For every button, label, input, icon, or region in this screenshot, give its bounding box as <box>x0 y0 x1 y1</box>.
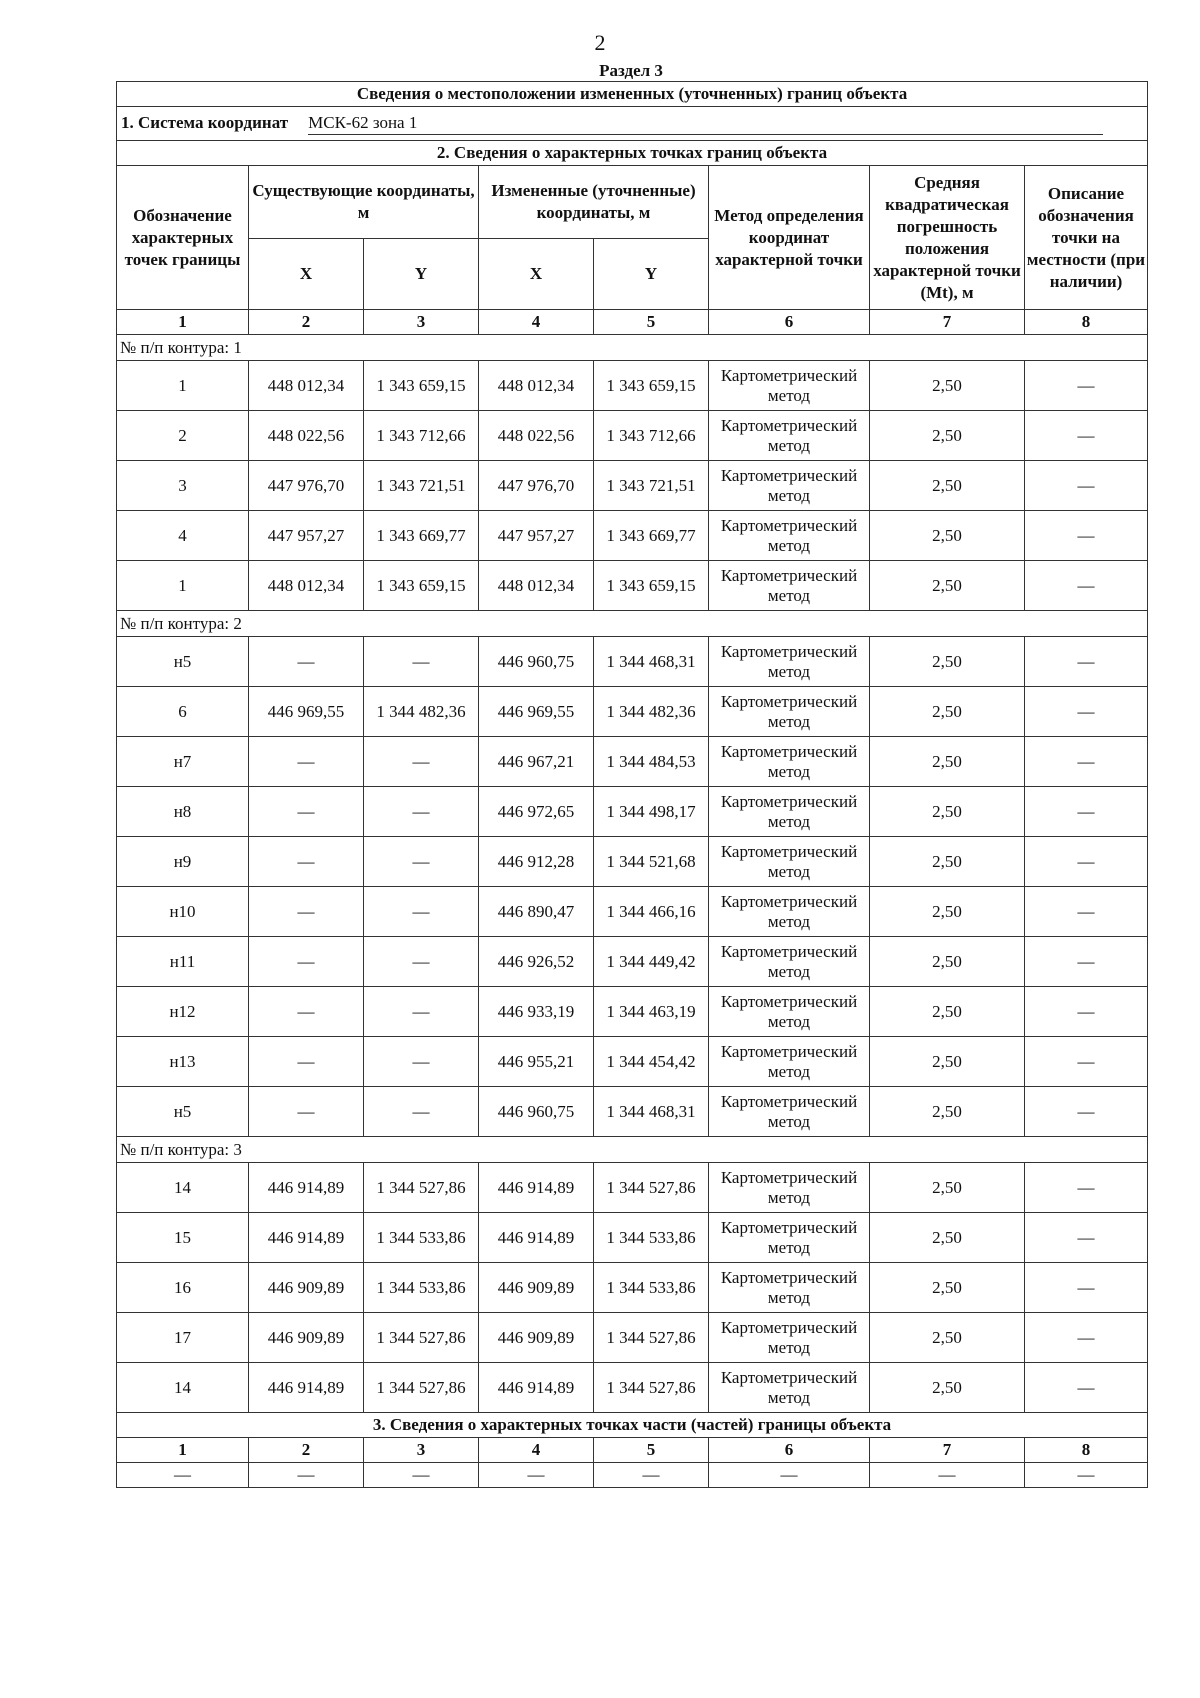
changed-x: 446 926,52 <box>479 937 594 987</box>
description: — <box>1025 411 1148 461</box>
mean-error: 2,50 <box>870 561 1025 611</box>
point-number: 14 <box>117 1363 249 1413</box>
point-number: 14 <box>117 1163 249 1213</box>
existing-y: — <box>364 987 479 1037</box>
changed-x: 448 022,56 <box>479 411 594 461</box>
changed-x: 446 960,75 <box>479 1087 594 1137</box>
existing-x: — <box>249 637 364 687</box>
point-number: н7 <box>117 737 249 787</box>
method: Картометрический метод <box>709 1363 870 1413</box>
method: Картометрический метод <box>709 461 870 511</box>
empty-cell: — <box>1025 1463 1148 1488</box>
column-number: 4 <box>479 310 594 335</box>
column-number: 3 <box>364 310 479 335</box>
changed-x: 446 912,28 <box>479 837 594 887</box>
description: — <box>1025 361 1148 411</box>
description: — <box>1025 837 1148 887</box>
existing-y: — <box>364 837 479 887</box>
changed-y: 1 344 454,42 <box>594 1037 709 1087</box>
contour-label: № п/п контура: 3 <box>117 1137 1148 1163</box>
contour-label: № п/п контура: 1 <box>117 335 1148 361</box>
existing-x: — <box>249 1087 364 1137</box>
header-existing-coords: Существующие координаты, м <box>249 166 479 239</box>
changed-y: 1 344 468,31 <box>594 637 709 687</box>
header-point-designation: Обозначение характерных точек границы <box>117 166 249 310</box>
existing-x: 448 012,34 <box>249 561 364 611</box>
changed-y: 1 343 669,77 <box>594 511 709 561</box>
table-row <box>117 887 1148 937</box>
column-number: 7 <box>870 1438 1025 1463</box>
existing-x: 446 909,89 <box>249 1313 364 1363</box>
mean-error: 2,50 <box>870 1163 1025 1213</box>
existing-x: 447 957,27 <box>249 511 364 561</box>
mean-error: 2,50 <box>870 787 1025 837</box>
method: Картометрический метод <box>709 687 870 737</box>
table-row <box>117 987 1148 1037</box>
changed-x: 447 976,70 <box>479 461 594 511</box>
point-number: 6 <box>117 687 249 737</box>
changed-x: 448 012,34 <box>479 561 594 611</box>
changed-y: 1 344 521,68 <box>594 837 709 887</box>
point-number: н11 <box>117 937 249 987</box>
point-number: 4 <box>117 511 249 561</box>
method: Картометрический метод <box>709 1163 870 1213</box>
changed-x: 446 914,89 <box>479 1363 594 1413</box>
changed-y: 1 344 482,36 <box>594 687 709 737</box>
empty-cell: — <box>117 1463 249 1488</box>
subsection-3-title: 3. Сведения о характерных точках части (частей) границы объекта <box>117 1413 1148 1438</box>
header-changed-y: Y <box>594 239 709 310</box>
table-row <box>117 1087 1148 1137</box>
existing-y: 1 343 669,77 <box>364 511 479 561</box>
changed-y: 1 344 449,42 <box>594 937 709 987</box>
boundary-points-table <box>116 81 1148 1488</box>
changed-x: 448 012,34 <box>479 361 594 411</box>
method: Картометрический метод <box>709 887 870 937</box>
description: — <box>1025 511 1148 561</box>
contour-label: № п/п контура: 2 <box>117 611 1148 637</box>
method: Картометрический метод <box>709 1087 870 1137</box>
mean-error: 2,50 <box>870 461 1025 511</box>
mean-error: 2,50 <box>870 1363 1025 1413</box>
description: — <box>1025 637 1148 687</box>
column-number: 8 <box>1025 310 1148 335</box>
column-number: 8 <box>1025 1438 1148 1463</box>
existing-x: 446 914,89 <box>249 1213 364 1263</box>
existing-y: 1 344 533,86 <box>364 1213 479 1263</box>
point-number: 17 <box>117 1313 249 1363</box>
column-number: 3 <box>364 1438 479 1463</box>
table-row <box>117 637 1148 687</box>
existing-y: 1 343 659,15 <box>364 561 479 611</box>
existing-y: 1 344 482,36 <box>364 687 479 737</box>
column-number: 6 <box>709 1438 870 1463</box>
mean-error: 2,50 <box>870 687 1025 737</box>
method: Картометрический метод <box>709 637 870 687</box>
mean-error: 2,50 <box>870 1087 1025 1137</box>
existing-y: 1 343 659,15 <box>364 361 479 411</box>
changed-x: 446 909,89 <box>479 1313 594 1363</box>
existing-x: — <box>249 787 364 837</box>
method: Картометрический метод <box>709 511 870 561</box>
changed-x: 446 933,19 <box>479 987 594 1037</box>
changed-y: 1 344 527,86 <box>594 1163 709 1213</box>
existing-x: 448 022,56 <box>249 411 364 461</box>
description: — <box>1025 787 1148 837</box>
column-number: 5 <box>594 1438 709 1463</box>
existing-y: — <box>364 937 479 987</box>
mean-error: 2,50 <box>870 737 1025 787</box>
point-number: 3 <box>117 461 249 511</box>
method: Картометрический метод <box>709 737 870 787</box>
mean-error: 2,50 <box>870 637 1025 687</box>
table-row <box>117 737 1148 787</box>
description: — <box>1025 1087 1148 1137</box>
table-row <box>117 361 1148 411</box>
empty-cell: — <box>709 1463 870 1488</box>
mean-error: 2,50 <box>870 1213 1025 1263</box>
method: Картометрический метод <box>709 937 870 987</box>
point-number: н5 <box>117 637 249 687</box>
existing-x: 446 909,89 <box>249 1263 364 1313</box>
existing-y: — <box>364 737 479 787</box>
empty-cell: — <box>364 1463 479 1488</box>
existing-y: 1 343 721,51 <box>364 461 479 511</box>
coordinate-system-value: МСК-62 зона 1 <box>308 113 1103 135</box>
table-row <box>117 937 1148 987</box>
description: — <box>1025 987 1148 1037</box>
empty-cell: — <box>249 1463 364 1488</box>
changed-x: 446 890,47 <box>479 887 594 937</box>
changed-y: 1 344 527,86 <box>594 1363 709 1413</box>
section-title: Раздел 3 <box>599 61 663 80</box>
mean-error: 2,50 <box>870 361 1025 411</box>
method: Картометрический метод <box>709 1313 870 1363</box>
empty-cell: — <box>870 1463 1025 1488</box>
mean-error: 2,50 <box>870 887 1025 937</box>
changed-x: 446 967,21 <box>479 737 594 787</box>
table-row <box>117 1263 1148 1313</box>
existing-x: 447 976,70 <box>249 461 364 511</box>
description: — <box>1025 1037 1148 1087</box>
header-existing-y: Y <box>364 239 479 310</box>
existing-y: — <box>364 637 479 687</box>
point-number: н13 <box>117 1037 249 1087</box>
method: Картометрический метод <box>709 1037 870 1087</box>
changed-x: 446 914,89 <box>479 1163 594 1213</box>
mean-error: 2,50 <box>870 1313 1025 1363</box>
coordinate-system-row <box>117 107 1148 141</box>
method: Картометрический метод <box>709 561 870 611</box>
existing-y: 1 344 533,86 <box>364 1263 479 1313</box>
existing-x: 448 012,34 <box>249 361 364 411</box>
table-row <box>117 1163 1148 1213</box>
existing-y: — <box>364 1037 479 1087</box>
method: Картометрический метод <box>709 411 870 461</box>
changed-y: 1 344 484,53 <box>594 737 709 787</box>
existing-x: — <box>249 1037 364 1087</box>
mean-error: 2,50 <box>870 411 1025 461</box>
table-row <box>117 461 1148 511</box>
existing-x: — <box>249 887 364 937</box>
existing-y: — <box>364 1087 479 1137</box>
column-number: 6 <box>709 310 870 335</box>
mean-error: 2,50 <box>870 837 1025 887</box>
existing-y: 1 344 527,86 <box>364 1313 479 1363</box>
page-number: 2 <box>594 30 606 55</box>
column-number: 1 <box>117 310 249 335</box>
point-number: н8 <box>117 787 249 837</box>
point-number: 15 <box>117 1213 249 1263</box>
subsection-2-title: 2. Сведения о характерных точках границ объекта <box>117 141 1148 166</box>
description: — <box>1025 1363 1148 1413</box>
existing-y: 1 344 527,86 <box>364 1163 479 1213</box>
description: — <box>1025 737 1148 787</box>
changed-x: 446 969,55 <box>479 687 594 737</box>
changed-x: 447 957,27 <box>479 511 594 561</box>
existing-y: — <box>364 787 479 837</box>
existing-x: — <box>249 937 364 987</box>
changed-x: 446 955,21 <box>479 1037 594 1087</box>
table-row <box>117 787 1148 837</box>
existing-y: 1 343 712,66 <box>364 411 479 461</box>
header-error: Средняя квадратическая погрешность положения характерной точки (Mt), м <box>870 166 1025 310</box>
mean-error: 2,50 <box>870 937 1025 987</box>
mean-error: 2,50 <box>870 1037 1025 1087</box>
changed-y: 1 344 498,17 <box>594 787 709 837</box>
method: Картометрический метод <box>709 1213 870 1263</box>
changed-y: 1 344 527,86 <box>594 1313 709 1363</box>
table-row <box>117 1037 1148 1087</box>
table-row <box>117 1363 1148 1413</box>
changed-y: 1 344 463,19 <box>594 987 709 1037</box>
method: Картометрический метод <box>709 787 870 837</box>
changed-x: 446 909,89 <box>479 1263 594 1313</box>
table-row <box>117 411 1148 461</box>
table-row <box>117 561 1148 611</box>
header-method: Метод определения координат характерной точки <box>709 166 870 310</box>
description: — <box>1025 1313 1148 1363</box>
table-row <box>117 837 1148 887</box>
changed-y: 1 344 468,31 <box>594 1087 709 1137</box>
changed-x: 446 972,65 <box>479 787 594 837</box>
header-description: Описание обозначения точки на местности (при наличии) <box>1025 166 1148 310</box>
changed-y: 1 344 533,86 <box>594 1263 709 1313</box>
table-row <box>117 687 1148 737</box>
empty-cell: — <box>479 1463 594 1488</box>
mean-error: 2,50 <box>870 987 1025 1037</box>
existing-y: — <box>364 887 479 937</box>
existing-x: — <box>249 837 364 887</box>
changed-x: 446 960,75 <box>479 637 594 687</box>
changed-y: 1 343 659,15 <box>594 561 709 611</box>
changed-y: 1 344 533,86 <box>594 1213 709 1263</box>
existing-x: 446 914,89 <box>249 1363 364 1413</box>
table-title: Сведения о местоположении измененных (уточненных) границ объекта <box>117 82 1148 107</box>
existing-x: — <box>249 987 364 1037</box>
column-number: 1 <box>117 1438 249 1463</box>
method: Картометрический метод <box>709 837 870 887</box>
point-number: 1 <box>117 561 249 611</box>
table-row <box>117 1213 1148 1263</box>
description: — <box>1025 1213 1148 1263</box>
point-number: 2 <box>117 411 249 461</box>
changed-x: 446 914,89 <box>479 1213 594 1263</box>
existing-x: 446 914,89 <box>249 1163 364 1213</box>
point-number: н12 <box>117 987 249 1037</box>
description: — <box>1025 1263 1148 1313</box>
method: Картометрический метод <box>709 1263 870 1313</box>
existing-y: 1 344 527,86 <box>364 1363 479 1413</box>
description: — <box>1025 687 1148 737</box>
coordinate-system-label: 1. Система координат <box>121 112 289 132</box>
column-number: 2 <box>249 1438 364 1463</box>
description: — <box>1025 461 1148 511</box>
existing-x: — <box>249 737 364 787</box>
mean-error: 2,50 <box>870 1263 1025 1313</box>
description: — <box>1025 561 1148 611</box>
point-number: 16 <box>117 1263 249 1313</box>
point-number: 1 <box>117 361 249 411</box>
changed-y: 1 343 712,66 <box>594 411 709 461</box>
column-number: 2 <box>249 310 364 335</box>
column-number: 7 <box>870 310 1025 335</box>
changed-y: 1 343 721,51 <box>594 461 709 511</box>
header-changed-coords: Измененные (уточненные) координаты, м <box>479 166 709 239</box>
table-row <box>117 1313 1148 1363</box>
point-number: н10 <box>117 887 249 937</box>
description: — <box>1025 937 1148 987</box>
method: Картометрический метод <box>709 361 870 411</box>
column-number: 4 <box>479 1438 594 1463</box>
existing-x: 446 969,55 <box>249 687 364 737</box>
table-row <box>117 511 1148 561</box>
point-number: н5 <box>117 1087 249 1137</box>
empty-cell: — <box>594 1463 709 1488</box>
point-number: н9 <box>117 837 249 887</box>
description: — <box>1025 1163 1148 1213</box>
header-existing-x: X <box>249 239 364 310</box>
changed-y: 1 343 659,15 <box>594 361 709 411</box>
description: — <box>1025 887 1148 937</box>
column-number: 5 <box>594 310 709 335</box>
changed-y: 1 344 466,16 <box>594 887 709 937</box>
mean-error: 2,50 <box>870 511 1025 561</box>
header-changed-x: X <box>479 239 594 310</box>
method: Картометрический метод <box>709 987 870 1037</box>
